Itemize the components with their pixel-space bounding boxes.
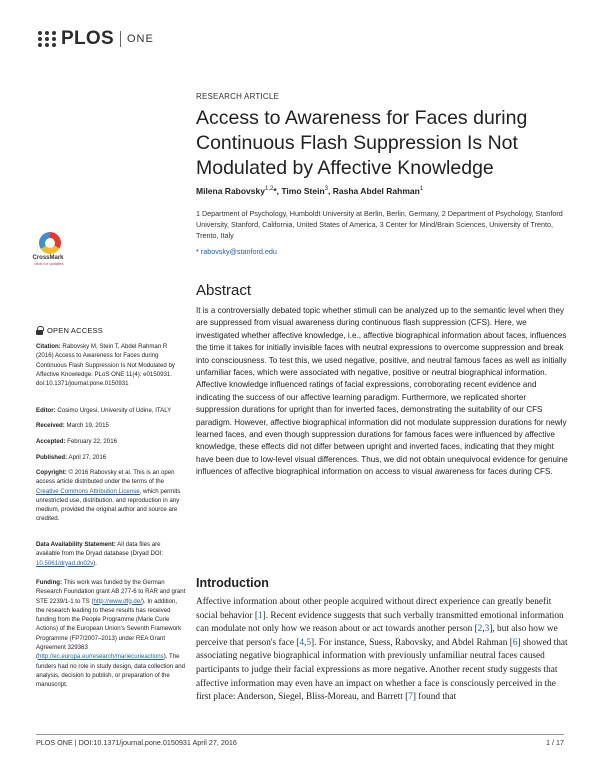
open-access-label: OPEN ACCESS: [47, 326, 103, 335]
crossmark-icon: [39, 232, 61, 254]
citation-ref[interactable]: 1: [257, 610, 263, 621]
citation-ref[interactable]: 3: [484, 624, 490, 635]
crossmark-label: CrossMark: [32, 255, 64, 261]
introduction-heading: Introduction: [196, 576, 269, 590]
introduction-text: Affective information about other people acquired without direct experience can greatly benefit social behavior [1]. Recent evidence suggests that such verbally transmitted emotional information can modulate not only how we reason about or act towards another person [2,3], but also how we perceive that person's face [4,5]. For instance, Suess, Rabovsky, and Abdel Rahman [6] showed that associating negative biographical information with previously unfamiliar neutral faces caused participants to judge their facial expressions as more negative. Another recent study suggests that affective information may even have an impact on whether a face is consciously perceived in the first place: Anderson, Siegel, Bliss-Moreau, and Barrett [7] found that: [196, 597, 568, 703]
copyright-block: Copyright: © 2016 Rabovsky et al. This is an open access article distributed under the terms of the Creative Commons Attribution License, which permits unrestricted use, distribution, and reproduction in any medium, provided the original author and source are credited.: [36, 469, 181, 523]
author-affil-sup: 1: [419, 186, 424, 193]
editor-block: Editor: Cosimo Urgesi, University of Udine, ITALY: [36, 407, 172, 414]
corresponding-email-link[interactable]: rabovsky@stanford.edu: [200, 247, 277, 256]
corresponding-mark: *: [273, 186, 277, 196]
crossmark-sub: click for updates: [34, 261, 64, 266]
citation-ref[interactable]: 4: [299, 637, 305, 648]
citation-ref[interactable]: 2: [477, 624, 483, 635]
correspondence: * rabovsky@stanford.edu: [196, 247, 277, 256]
article-type: RESEARCH ARTICLE: [196, 92, 280, 101]
citation-ref[interactable]: 5: [306, 637, 312, 648]
received-block: Received: March 19, 2015: [36, 422, 109, 429]
crossmark-badge[interactable]: [32, 232, 64, 266]
open-lock-icon: [36, 326, 43, 335]
published-block: Published: April 27, 2016: [36, 454, 107, 461]
journal-sub: ONE: [126, 33, 154, 45]
author-affil-sup: 3: [324, 186, 329, 193]
open-access-badge: [36, 326, 103, 335]
author-affil-sup: 1,2: [264, 186, 274, 193]
data-availability-block: Data Availability Statement: All data files are available from the Dryad database (Dryad DOI: 10.5061/dryad.dn02v).: [36, 541, 164, 567]
cc-license-link[interactable]: Creative Commons Attribution License: [36, 487, 140, 495]
citation-ref[interactable]: 7: [408, 692, 413, 703]
journal-brand: PLOS: [61, 28, 114, 49]
plos-dots-icon: [38, 31, 57, 47]
accepted-block: Accepted: February 22, 2016: [36, 438, 117, 445]
author-name: Milena Rabovsky: [196, 186, 265, 196]
dryad-doi-link[interactable]: 10.5061/dryad.dn02v: [36, 559, 94, 567]
affiliations: 1 Department of Psychology, Humboldt University at Berlin, Berlin, Germany, 2 Department of Psychology, Stanford University, Stanford, California, United States of America, 3 Center for Mind/Brain Sciences, University of Trento, Trento, Italy: [196, 209, 563, 240]
author-list: Milena Rabovsky$^{1,2}$*, Timo Stein$^3$, Rasha Abdel Rahman$^1$: [196, 186, 424, 196]
author-name: Timo Stein: [281, 186, 325, 196]
logo-divider: [120, 31, 121, 47]
ec-europa-link[interactable]: http://ec.europa.eu/research/mariecurieactions: [38, 653, 164, 661]
abstract-heading: Abstract: [196, 282, 252, 299]
citation-block: Citation: Rabovsky M, Stein T, Abdel Rahman R (2016) Access to Awareness for Faces during Continuous Flash Suppression Is Not Modulated by Affective Knowledge. PLoS ONE 11(4): e0150931. doi:10.1371/journal.pone.0150931: [36, 343, 175, 388]
page-footer: [36, 734, 564, 747]
funding-block: Funding: This work was funded by the German Research Foundation grant AB 277-6 to RAR and grant STE 2239/1-1 to TS (http://www.dfg.de/). In addition, the research leading to these results has received funding from the People Programme (Marie Curie Actions) of the European Union's Seventh Framework Programme (FP7/2007–2013) under REA Grant Agreement 329363 (http://ec.europa.eu/research/mariecurieactions). The funders had no role in study design, data collection and analysis, decision to publish, or preparation of the manuscript.: [36, 579, 186, 689]
abstract-text: It is a controversially debated topic whether stimuli can be analyzed up to the semantic level when they are suppressed from visual awareness during continuous flash suppression (CFS). Here, we investigated whether affective knowledge, i.e., affective biographical information about faces, influences the time it takes for initially invisible faces with neutral expressions to overcome suppression and break into consciousness. To test this, we used negative, positive, and neutral famous faces as well as initially unfamiliar faces, which were associated with negative, positive or neutral biographical information. Affective knowledge influenced ratings of facial expressions, corroborating recent evidence and indicating the success of our affective learning paradigm. Furthermore, we replicated shorter suppression durations for upright than for inverted faces, demonstrating the suitability of our CFS paradigm. However, affective biographical information did not modulate suppression durations for newly learned faces, and even though suppression durations for famous faces were influenced by affective knowledge, these effects did not differ between upright and inverted faces, indicating that they might have been due to low-level visual differences. Thus, we did not obtain unequivocal evidence for genuine influences of affective biographical information on access to visual awareness for faces during CFS.: [196, 306, 568, 477]
article-title: Access to Awareness for Faces during Continuous Flash Suppression Is Not Modulated by Affective Knowledge: [196, 107, 528, 179]
page-number: 1 / 17: [546, 738, 564, 747]
dfg-link[interactable]: http://www.dfg.de/: [93, 597, 142, 605]
author-name: Rasha Abdel Rahman: [332, 186, 420, 196]
citation-ref[interactable]: 6: [512, 637, 518, 648]
footer-citation: PLOS ONE | DOI:10.1371/journal.pone.0150931 April 27, 2016: [36, 738, 237, 747]
plos-one-logo[interactable]: [38, 28, 154, 50]
